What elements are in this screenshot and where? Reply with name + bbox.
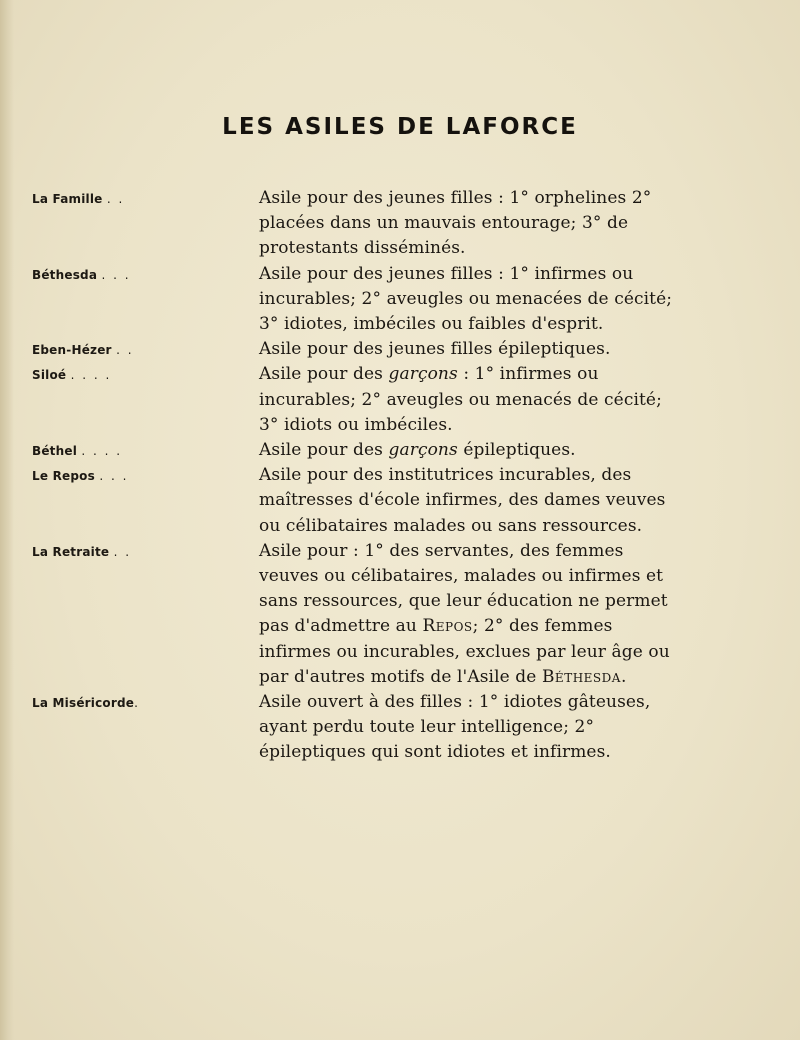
entry-name: Eben-Hézer . . — [32, 343, 134, 358]
entry-eben-hezer — [32, 337, 672, 362]
entry-description: Asile pour des institutrices incurables, des maîtresses d'école infirmes, des dames veuves ou célibataires malades ou sans ressources. — [259, 465, 666, 536]
entry-description: Asile ouvert à des filles : 1° idiotes gâteuses, ayant perdu toute leur intelligence; 2° épileptiques qui sont idiotes et infirmes. — [259, 692, 651, 763]
entry-name: Béthesda . . . — [32, 267, 131, 282]
entry-la-misericorde — [32, 690, 672, 766]
entry-name: Béthel . . . . — [32, 444, 123, 459]
entry-name: La Famille . . — [32, 192, 125, 206]
entry-bethel — [32, 438, 672, 463]
entry-name: La Retraite . . — [32, 544, 132, 559]
entry-name: Le Repos . . . — [32, 469, 129, 484]
asylum-list — [32, 186, 672, 766]
entry-description: Asile pour des jeunes filles épileptiques. — [259, 339, 611, 360]
entry-name: Siloé . . . . — [32, 368, 112, 383]
entry-la-famille — [32, 186, 672, 262]
entry-le-repos — [32, 463, 672, 539]
entry-description: Asile pour des garçons : 1° infirmes ou incurables; 2° aveugles ou menacés de cécité; 3° idiots ou imbéciles. — [259, 364, 662, 435]
entry-description: Asile pour des jeunes filles : 1° orphelines 2° placées dans un mauvais entourage; 3° de protestants disséminés. — [259, 188, 652, 259]
entry-siloe — [32, 362, 672, 438]
entry-description: Asile pour des garçons épileptiques. — [259, 440, 576, 461]
entry-bethesda — [32, 262, 672, 338]
binding-edge — [0, 0, 14, 1040]
page-title: LES ASILES DE LAFORCE — [222, 114, 578, 140]
entry-description: Asile pour des jeunes filles : 1° infirmes ou incurables; 2° aveugles ou menacées de cécité; 3° idiotes, imbéciles ou faibles d'esprit. — [259, 263, 673, 335]
entry-description: Asile pour : 1° des servantes, des femmes veuves ou célibataires, malades ou infirmes et sans ressources, que leur éducation ne permet pas d'admettre au Repos; 2° des femmes infirmes ou incurables, exclues par leur âge ou par d'autres motifs de l'Asile de Béthesda. — [259, 540, 670, 687]
entry-name: La Miséricorde. — [32, 696, 140, 711]
entry-la-retraite — [32, 539, 672, 690]
